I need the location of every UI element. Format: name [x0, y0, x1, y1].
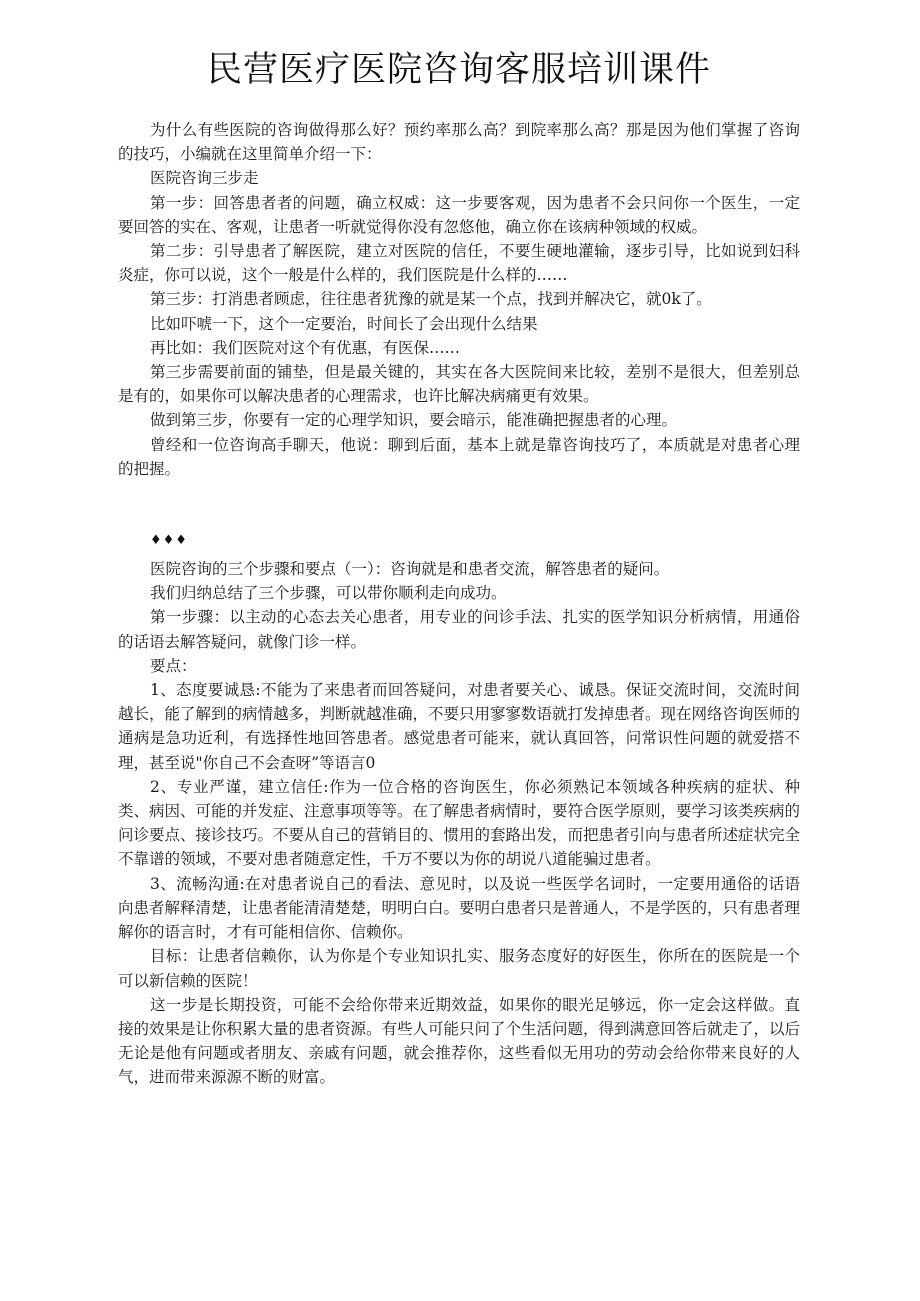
- point-attitude-paragraph: 1、态度要诚恳:不能为了来患者而回答疑问，对患者要关心、诚恳。保证交流时间，交流时间越长，能了解到的病情越多，判断就越准确，不要只用寥寥数语就打发掉患者。现在网络咨询医师的通病是急功近利，有选择性地回答患者。感觉患者可能来，就认真回答，问常识性问题的就爱搭不理，甚至说"你自己不会查呀”等语言0: [118, 681, 801, 772]
- psychology-paragraph: 做到第三步，你要有一定的心理学知识，要会暗示，能准确把握患者的心理。: [150, 411, 678, 430]
- step-two-paragraph: 第二步：引导患者了解医院，建立对医院的信任，不要生硬地灌输，逐步引导，比如说到妇科炎症，你可以说，这个一般是什么样的，我们医院是什么样的……: [118, 242, 800, 285]
- key-points-label: 要点：: [150, 656, 197, 675]
- step-three-paragraph: 第三步：打消患者顾虑，往往患者犹豫的就是某一个点，找到并解决它，就0k了。: [150, 290, 712, 309]
- goal-paragraph: 目标：让患者信赖你，认为你是个专业知识扎实、服务态度好的好医生，你所在的医院是一个可以新信赖的医院！: [118, 947, 800, 990]
- point-professional-paragraph: 2、专业严谨，建立信任:作为一位合格的咨询医生，你必须熟记本领域各种疾病的症状、种类、病因、可能的并发症、注意事项等等。在了解患者病情时，要符合医学原则，要学习该类疾病的问诊要点、接诊技巧。不要从自己的营销目的、惯用的套路出发，而把患者引向与患者所述症状完全不靠谱的领域，不要对患者随意定性，千万不要以为你的胡说八道能骗过患者。: [118, 777, 801, 869]
- three-steps-heading: 医院咨询三步走: [150, 169, 259, 188]
- first-step-paragraph: 第一步骤：以主动的心态去关心患者，用专业的问诊手法、扎实的医学知识分析病情，用通俗的话语去解答疑问，就像门诊一样。: [118, 608, 800, 651]
- point-communication-paragraph: 3、流畅沟通:在对患者说自己的看法、意见时，以及说一些医学名词时，一定要用通俗的话语向患者解释清楚，让患者能清清楚楚，明明白白。要明白患者只是普通人，不是学医的，只有患者理解你的语言时，才有可能相信你、信赖你。: [118, 874, 801, 942]
- long-term-investment-paragraph: 这一步是长期投资，可能不会给你带来近期效益，如果你的眼光足够远，你一定会这样做。直接的效果是让你积累大量的患者资源。有些人可能只问了个生活问题，得到满意回答后就走了，以后无论是他有问题或者朋友、亲戚有问题，就会推荐你，这些看似无用功的劳动会给你带来良好的人气，进而带来源源不断的财富。: [118, 995, 801, 1087]
- summary-paragraph: 我们归纳总结了三个步骤，可以带你顺利走向成功。: [150, 584, 507, 603]
- intro-paragraph: 为什么有些医院的咨询做得那么好？预约率那么高？到院率那么高？那是因为他们掌握了咨询的技巧，小编就在这里简单介绍一下：: [118, 121, 800, 164]
- section-three-steps-key-points: [118, 557, 800, 1089]
- section-consulting-three-steps: [118, 118, 800, 481]
- step-three-detail-paragraph: 第三步需要前面的铺垫，但是最关键的，其实在各大医院间来比较，差别不是很大，但差别总是有的，如果你可以解决患者的心理需求，也许比解决病痛更有效果。: [118, 363, 800, 406]
- document-title: 民营医疗医院咨询客服培训课件: [206, 50, 711, 90]
- step-one-paragraph: 第一步：回答患者者的问题，确立权威：这一步要客观，因为患者不会只问你一个医生，一定要回答的实在、客观，让患者一听就觉得你没有忽悠他，确立你在该病种领域的权威。: [118, 193, 800, 236]
- section-two-heading: 医院咨询的三个步骤和要点（一）：咨询就是和患者交流，解答患者的疑问。: [150, 560, 670, 579]
- section-separator: ♦♦♦: [150, 533, 188, 549]
- example-two-paragraph: 再比如：我们医院对这个有优惠，有医保……: [150, 338, 461, 357]
- expert-quote-paragraph: 曾经和一位咨询高手聊天，他说：聊到后面，基本上就是靠咨询技巧了，本质就是对患者心理的把握。: [118, 435, 800, 478]
- example-one-paragraph: 比如吓唬一下，这个一定要治，时间长了会出现什么结果: [150, 314, 538, 333]
